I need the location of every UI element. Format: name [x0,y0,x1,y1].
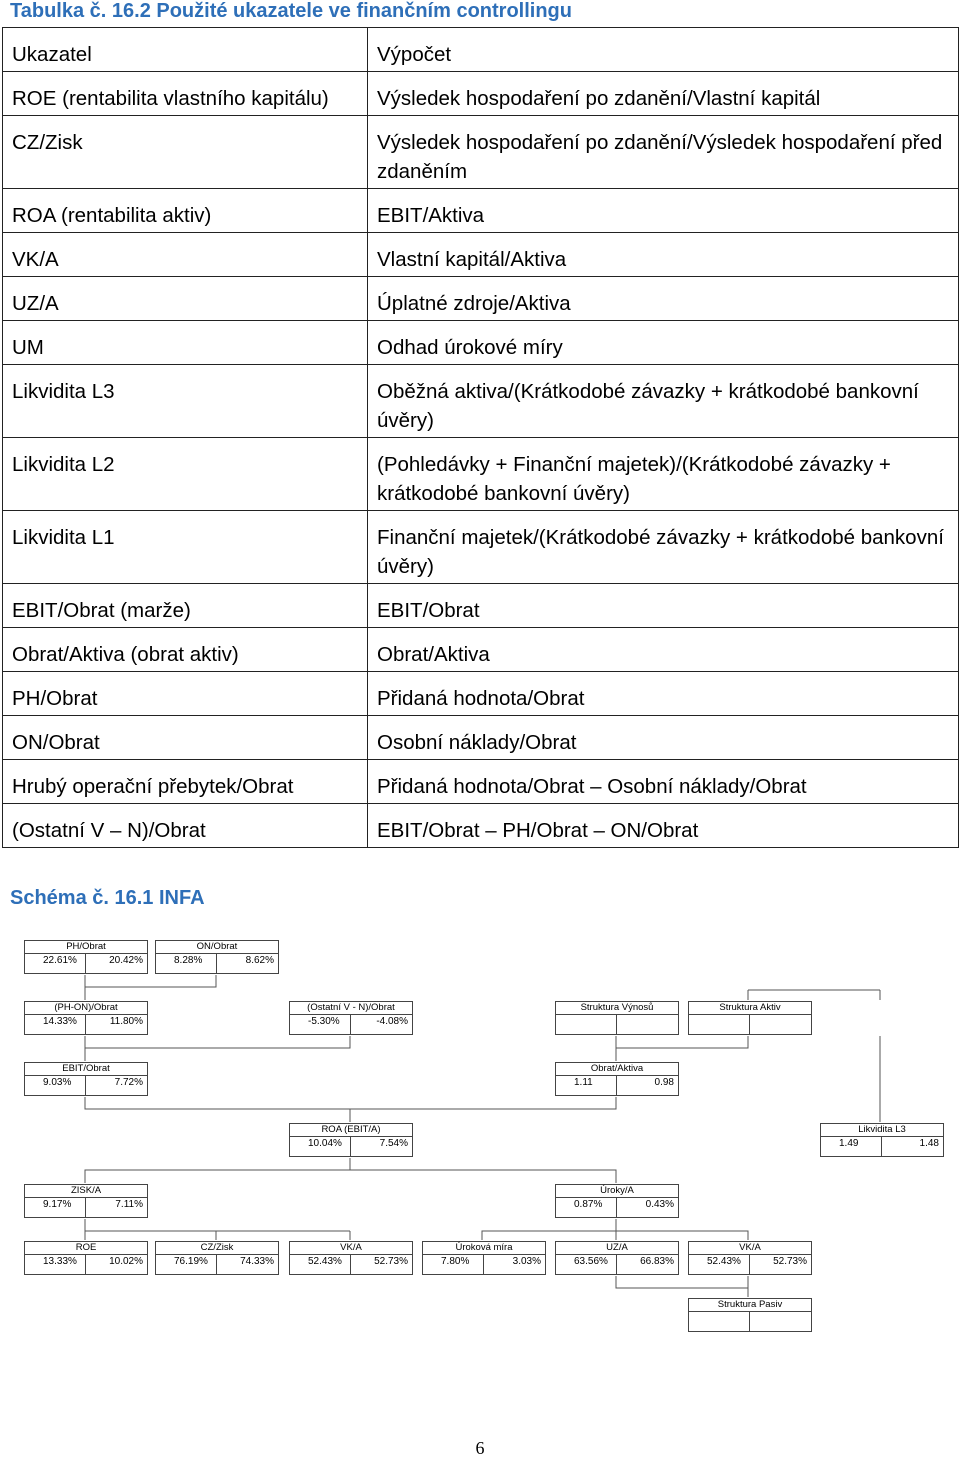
indicator-formula-cell: EBIT/Aktiva [368,189,959,233]
diagram-box-title: Struktura Pasiv [689,1299,811,1312]
diagram-box-ebit-obrat [24,1062,148,1096]
diagram-box-value-2: 7.54% [379,1138,408,1149]
diagram-box-value-2: 52.73% [374,1256,408,1267]
diagram-box-value-1: 63.56% [574,1256,608,1267]
indicator-formula-cell: Přidaná hodnota/Obrat – Osobní náklady/Obrat [368,760,959,804]
indicator-formula-cell: Osobní náklady/Obrat [368,716,959,760]
diagram-box-divider [350,1137,351,1156]
diagram-box-value-1: 13.33% [43,1256,77,1267]
indicator-name-cell: Likvidita L1 [3,511,368,584]
diagram-box-obrat-aktiva [555,1062,679,1096]
diagram-box-title: Úroky/A [556,1185,678,1198]
diagram-box-value-2: 0.43% [645,1199,674,1210]
diagram-box-title: Likvidita L3 [821,1124,943,1137]
diagram-box-divider [749,1255,750,1274]
indicator-name-cell: CZ/Zisk [3,116,368,189]
diagram-box-ph-on-obrat [24,1001,148,1035]
indicator-formula-cell: Úplatné zdroje/Aktiva [368,277,959,321]
indicator-name-cell: Likvidita L3 [3,365,368,438]
diagram-box-ostatni-obrat [289,1001,413,1035]
diagram-box-uz-a [555,1241,679,1275]
diagram-box-value-2: 3.03% [512,1256,541,1267]
diagram-box-roe [24,1241,148,1275]
indicator-name-cell: VK/A [3,233,368,277]
diagram-box-value-1: 1.11 [574,1077,593,1088]
diagram-box-title: ROE [25,1242,147,1255]
indicator-name-cell: ON/Obrat [3,716,368,760]
diagram-box-divider [216,954,217,973]
diagram-box-divider [85,1076,86,1095]
diagram-box-title: Úroková míra [423,1242,545,1255]
diagram-box-title: CZ/Zisk [156,1242,278,1255]
indicator-formula-cell: (Pohledávky + Finanční majetek)/(Krátkodobé závazky + krátkodobé bankovní úvěry) [368,438,959,511]
indicator-formula-cell: Výsledek hospodaření po zdanění/Vlastní kapitál [368,72,959,116]
diagram-box-value-1: 9.03% [43,1077,72,1088]
indicator-name-cell: (Ostatní V – N)/Obrat [3,804,368,848]
diagram-box-vk-a-1 [289,1241,413,1275]
diagram-box-value-1: 14.33% [43,1016,77,1027]
diagram-box-urokova-mira [422,1241,546,1275]
indicator-formula-cell: Obrat/Aktiva [368,628,959,672]
diagram-box-likvidita-l3 [820,1123,944,1157]
diagram-box-value-1: 10.04% [308,1138,342,1149]
diagram-box-divider [881,1137,882,1156]
diagram-box-value-1: 0.87% [574,1199,603,1210]
diagram-box-value-1: 8.28% [174,955,203,966]
indicator-formula-cell: EBIT/Obrat – PH/Obrat – ON/Obrat [368,804,959,848]
diagram-box-title: ZISK/A [25,1185,147,1198]
header-vypocet: Výpočet [368,28,959,72]
indicator-name-cell: ROE (rentabilita vlastního kapitálu) [3,72,368,116]
diagram-box-divider [616,1076,617,1095]
diagram-box-value-2: 52.73% [773,1256,807,1267]
diagram-box-value-2: 10.02% [109,1256,143,1267]
diagram-box-value-1: 1.49 [839,1138,859,1149]
diagram-box-divider [216,1255,217,1274]
diagram-box-divider [616,1015,617,1034]
diagram-box-value-1: 22.61% [43,955,77,966]
diagram-box-title: Struktura Výnosů [556,1002,678,1015]
diagram-box-vk-a-2 [688,1241,812,1275]
diagram-box-title: PH/Obrat [25,941,147,954]
indicator-name-cell: PH/Obrat [3,672,368,716]
diagram-box-value-2: 8.62% [245,955,274,966]
diagram-box-title: (Ostatní V - N)/Obrat [290,1002,412,1015]
indicator-formula-cell: Výsledek hospodaření po zdanění/Výsledek hospodaření před zdaněním [368,116,959,189]
diagram-box-on-obrat [155,940,279,974]
indicator-name-cell: ROA (rentabilita aktiv) [3,189,368,233]
diagram-box-uroky-a [555,1184,679,1218]
indicator-formula-cell: Odhad úrokové míry [368,321,959,365]
diagram-box-divider [85,1255,86,1274]
diagram-box-struktura-aktiv [688,1001,812,1035]
diagram-box-value-1: 9.17% [43,1199,72,1210]
diagram-box-title: EBIT/Obrat [25,1063,147,1076]
diagram-box-title: Struktura Aktiv [689,1002,811,1015]
header-ukazatel: Ukazatel [3,28,368,72]
diagram-box-struktura-pasiv [688,1298,812,1332]
indicator-name-cell: UZ/A [3,277,368,321]
diagram-box-title: ON/Obrat [156,941,278,954]
diagram-box-zisk-a [24,1184,148,1218]
diagram-box-value-1: 52.43% [707,1256,741,1267]
indicator-name-cell: Hrubý operační přebytek/Obrat [3,760,368,804]
diagram-box-title: ROA (EBIT/A) [290,1124,412,1137]
diagram-box-divider [616,1255,617,1274]
diagram-box-divider [85,1198,86,1217]
diagram-box-divider [616,1198,617,1217]
indicator-formula-cell: Oběžná aktiva/(Krátkodobé závazky + krátkodobé bankovní úvěry) [368,365,959,438]
diagram-box-value-1: 7.80% [441,1256,470,1267]
diagram-box-divider [85,954,86,973]
indicator-name-cell: UM [3,321,368,365]
diagram-box-title: UZ/A [556,1242,678,1255]
diagram-box-divider [350,1015,351,1034]
diagram-box-value-2: -4.08% [376,1016,408,1027]
diagram-box-value-2: 20.42% [109,955,143,966]
diagram-box-ph-obrat [24,940,148,974]
diagram-box-divider [483,1255,484,1274]
diagram-box-value-2: 66.83% [640,1256,674,1267]
diagram-box-value-2: 11.80% [109,1016,143,1027]
diagram-box-title: Obrat/Aktiva [556,1063,678,1076]
diagram-box-struktura-vynosu [555,1001,679,1035]
diagram-box-value-1: 52.43% [308,1256,342,1267]
diagram-box-value-1: -5.30% [308,1016,340,1027]
diagram-box-title: VK/A [689,1242,811,1255]
diagram-box-value-2: 1.48 [919,1138,939,1149]
diagram-box-value-2: 7.72% [114,1077,143,1088]
diagram-box-divider [85,1015,86,1034]
diagram-box-title: (PH-ON)/Obrat [25,1002,147,1015]
diagram-box-roa [289,1123,413,1157]
diagram-box-cz-zisk [155,1241,279,1275]
indicator-name-cell: Likvidita L2 [3,438,368,511]
indicator-formula-cell: Vlastní kapitál/Aktiva [368,233,959,277]
indicator-formula-cell: Přidaná hodnota/Obrat [368,672,959,716]
diagram-box-value-2: 0.98 [654,1077,674,1088]
diagram-box-divider [350,1255,351,1274]
indicator-formula-cell: EBIT/Obrat [368,584,959,628]
schema-caption: Schéma č. 16.1 INFA [10,887,205,909]
indicator-name-cell: EBIT/Obrat (marže) [3,584,368,628]
diagram-box-value-2: 74.33% [240,1256,274,1267]
diagram-box-divider [749,1015,750,1034]
page-number: 6 [475,1438,485,1458]
diagram-box-value-1: 76.19% [174,1256,208,1267]
indicator-formula-cell: Finanční majetek/(Krátkodobé závazky + krátkodobé bankovní úvěry) [368,511,959,584]
diagram-box-title: VK/A [290,1242,412,1255]
table-caption: Tabulka č. 16.2 Použité ukazatele ve finančním controllingu [10,0,572,22]
diagram-box-value-2: 7.11% [115,1199,143,1210]
diagram-box-divider [749,1312,750,1331]
indicator-name-cell: Obrat/Aktiva (obrat aktiv) [3,628,368,672]
